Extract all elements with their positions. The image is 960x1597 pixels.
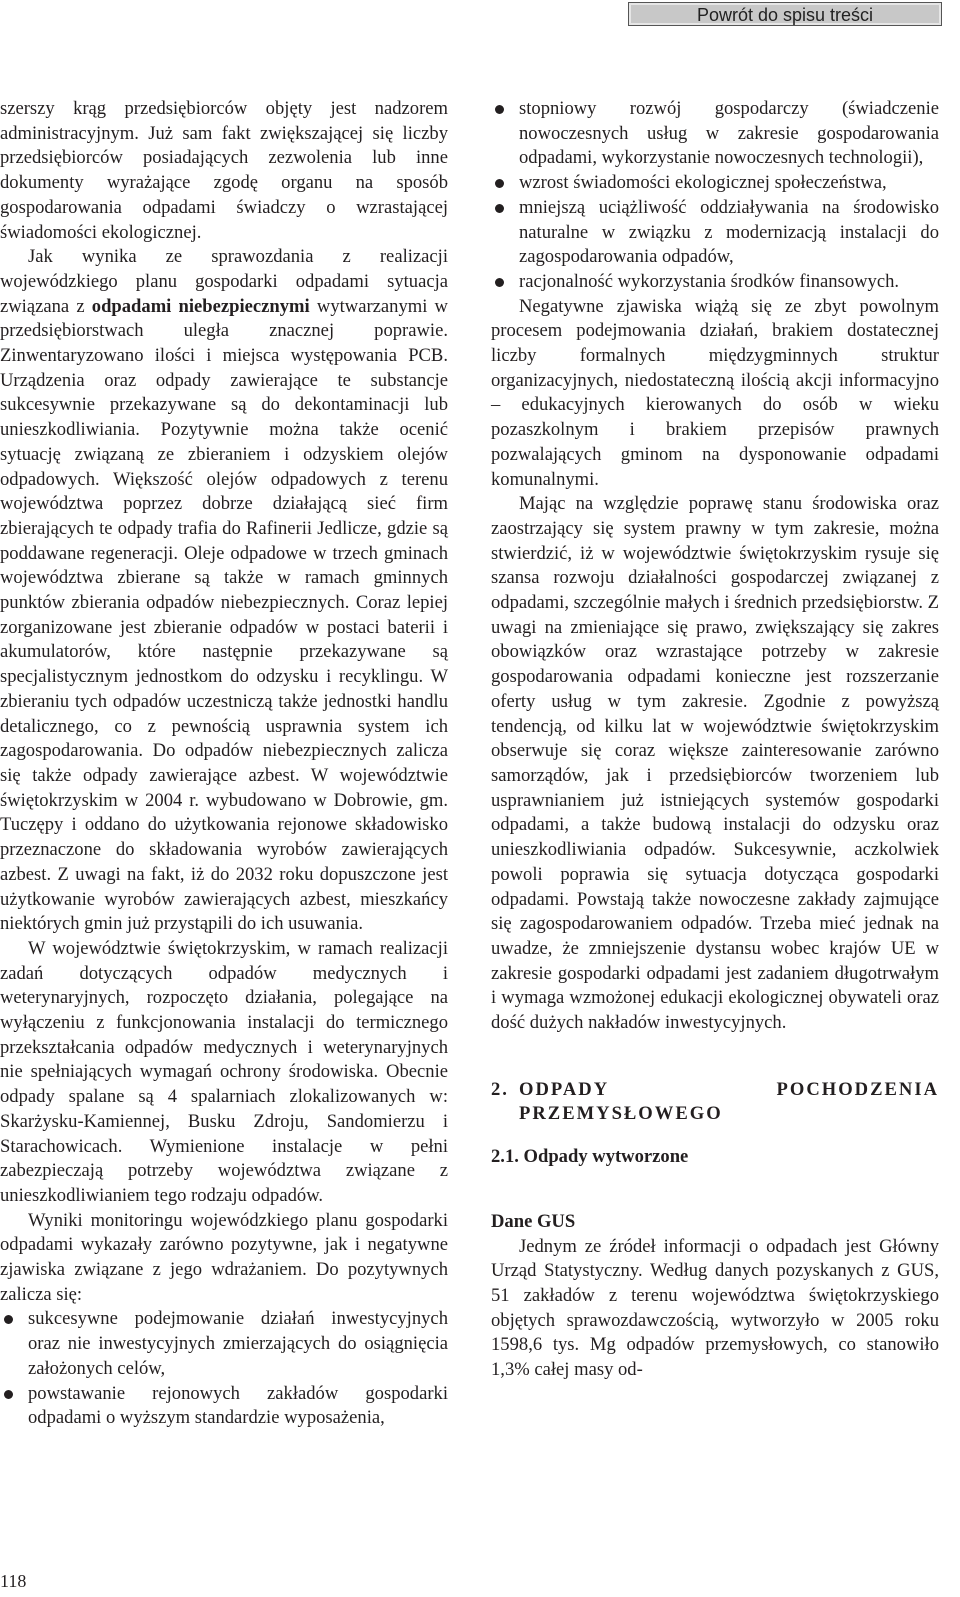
hazardous-waste-term: odpadami niebezpiecznymi [91, 295, 310, 317]
positive-effects-list-right [491, 97, 939, 295]
paragraph-left-2-rest: wytwarzanymi w przedsiębiorstwach uległa znacznej poprawie. Zinwentaryzowano ilości i miejsca występowania PCB. Urządzenia oraz odpady zawierające te substancje sukcesywnie przekazywane są do dekontaminacji lub unieszkodliwiania. Pozytywnie można także ocenić sytuację związaną ze zbieraniem i odzyskiem olejów odpadowych. Większość olejów odpadowych z terenu województwa poprzez dobrze działającą sieć firm zbierających te odpady trafia do Rafinerii Jedlicze, gdzie są poddawane regeneracji. Oleje odpadowe w trzech gminach województwa zbierane są także w ramach gminnych punktów zbierania odpadów niebezpiecznych. Coraz lepiej zorganizowane jest zbieranie odpadów w postaci baterii i akumulatorów, które następnie przekazywane są specjalistycznym jednostkom do odzysku i recyklingu. W zbieraniu tych odpadów uczestniczą także jednostki handlu detalicznego, co z pewnością usprawnia system ich zagospodarowania. Do odpadów niebezpiecznych zalicza się także odpady zawierające azbest. W województwie świętokrzyskim w 2004 r. wybudowano w Dobrowie, gm. Tuczępy i oddano do użytkowania rejonowe składowisko przeznaczone do składowania wyrobów zawierających azbest. Z uwagi na fakt, iż do 2032 roku dopuszczone jest użytkowanie wyrobów zawierających azbest, mieszkańcy niektórych gmin już przystąpili do ich usuwania. [0, 295, 448, 935]
section-title: ODPADY POCHODZENIA PRZEMYSŁOWEGO [519, 1078, 939, 1125]
paragraph-right-2: Mając na względzie poprawę stanu środowiska oraz zaostrzający się system prawny w tym zakresie, można stwierdzić, iż w województwie świętokrzyskim rysuje się szansa rozwoju działalności gospodarczej związanej z odpadami, szczególnie małych i średnich przedsiębiorstw. Z uwagi na zmieniające się prawo, zwiększający się zakres obowiązków oraz wzrastające potrzeby w zakresie gospodarowania odpadami konieczne jest rozszerzanie oferty usług w tym zakresie. Zgodnie z powyższą tendencją, od kilku lat w województwie świętokrzyskim obserwuje się coraz większe zainteresowanie zarówno samorządów, jak i przedsiębiorców tworzeniem lub usprawnianiem już istniejących systemów gospodarki odpadami, a także budową instalacji do odzysku oraz unieszkodliwiania odpadów. Sukcesywnie, aczkolwiek powoli poprawia się sytuacja dotycząca gospodarki odpadami. Powstają także nowoczesne zakłady zajmujące się zagospodarowaniem odpadów. Trzeba mieć jednak na uwadze, że zmniejszenie dystansu wobec krajów UE w zakresie gospodarki odpadami jest zadaniem długotrwałym i wymaga wzmożonej edukacji ekologicznej obywateli oraz dość dużych nakładów inwestycyjnych. [491, 493, 939, 1034]
list-item: powstawanie rejonowych zakładów gospodarki odpadami o wyższym standardzie wyposażenia, [0, 1382, 448, 1431]
paragraph-right-1: Negatywne zjawiska wiążą się ze zbyt powolnym procesem podejmowania działań, brakiem dostatecznej liczby formalnych międzygminnych struktur organizacyjnych, niedostateczną ilością akcji informacyjno – edukacyjnych kierowanych do osób w wieku pozaszkolnym i brakiem przepisów prawnych pozwalających gminom na dysponowanie odpadami komunalnymi. [491, 295, 939, 490]
list-item: wzrost świadomości ekologicznej społeczeństwa, [491, 171, 939, 196]
paragraph-right-3: Jednym ze źródeł informacji o odpadach jest Główny Urząd Statystyczny. Według danych pozyskanych z GUS, 51 zakładów z terenu województwa świętokrzyskiego objętych sprawozdawczością, wytworzyło w 2005 roku 1598,6 tys. Mg odpadów przemysłowych, co stanowiło 1,3% całej masy od- [491, 1235, 939, 1381]
left-column [0, 97, 448, 1431]
section-heading [491, 1078, 939, 1127]
back-to-contents-button[interactable]: Powrót do spisu treści [628, 2, 942, 26]
paragraph-left-2-start: Jak wynika ze sprawozdania z realizacji wojewódzkiego planu gospodarki odpadami sytuacja związana z [0, 246, 448, 317]
list-item: racjonalność wykorzystania środków finansowych. [491, 270, 939, 295]
paragraph-left-1: szerszy krąg przedsiębiorców objęty jest nadzorem administracyjnym. Już sam fakt zwiększającej się liczby przedsiębiorców posiadających zezwolenia lub inne dokumenty wyrażające zgodę organu na sposób gospodarowania odpadami świadczy o wzrastającej świadomości ekologicznej. [0, 98, 448, 243]
positive-effects-list-left [0, 1307, 448, 1431]
paragraph-left-4: Wyniki monitoringu wojewódzkiego planu gospodarki odpadami wykazały zarówno pozytywne, jak i negatywne zjawiska związane z jego wdrażaniem. Do pozytywnych zalicza się: [0, 1209, 448, 1305]
gus-heading: Dane GUS [491, 1210, 576, 1232]
paragraph-left-3: W województwie świętokrzyskim, w ramach realizacji zadań dotyczących odpadów medycznych i weterynaryjnych, rozpoczęto działania, polegające na wyłączeniu z funkcjonowania instalacji do termicznego przekształcania odpadów medycznych i weterynaryjnych nie spełniających wymagań ochrony środowiska. Obecnie odpady spalane są 4 spalarniach zlokalizowanych w: Skarżysku-Kamiennej, Busku Zdroju, Sandomierzu i Starachowicach. Wymienione instalacje w pełni zabezpieczają potrzeby województwa związane z unieszkodliwianiem tego rodzaju odpadów. [0, 937, 448, 1206]
list-item: mniejszą uciążliwość oddziaływania na środowisko naturalne w związku z modernizacją instalacji do zagospodarowania odpadów, [491, 196, 939, 270]
subsection-heading: 2.1. Odpady wytworzone [491, 1146, 689, 1168]
paragraph-left-2 [0, 245, 448, 937]
right-column [491, 97, 939, 1383]
page-number: 118 [0, 1571, 27, 1591]
list-item: sukcesywne podejmowanie działań inwestycyjnych oraz nie inwestycyjnych zmierzających do osiągnięcia założonych celów, [0, 1307, 448, 1381]
list-item: stopniowy rozwój gospodarczy (świadczenie nowoczesnych usług w zakresie gospodarowania odpadami, wykorzystanie nowoczesnych technologii), [491, 97, 939, 171]
section-number: 2. [491, 1078, 509, 1100]
